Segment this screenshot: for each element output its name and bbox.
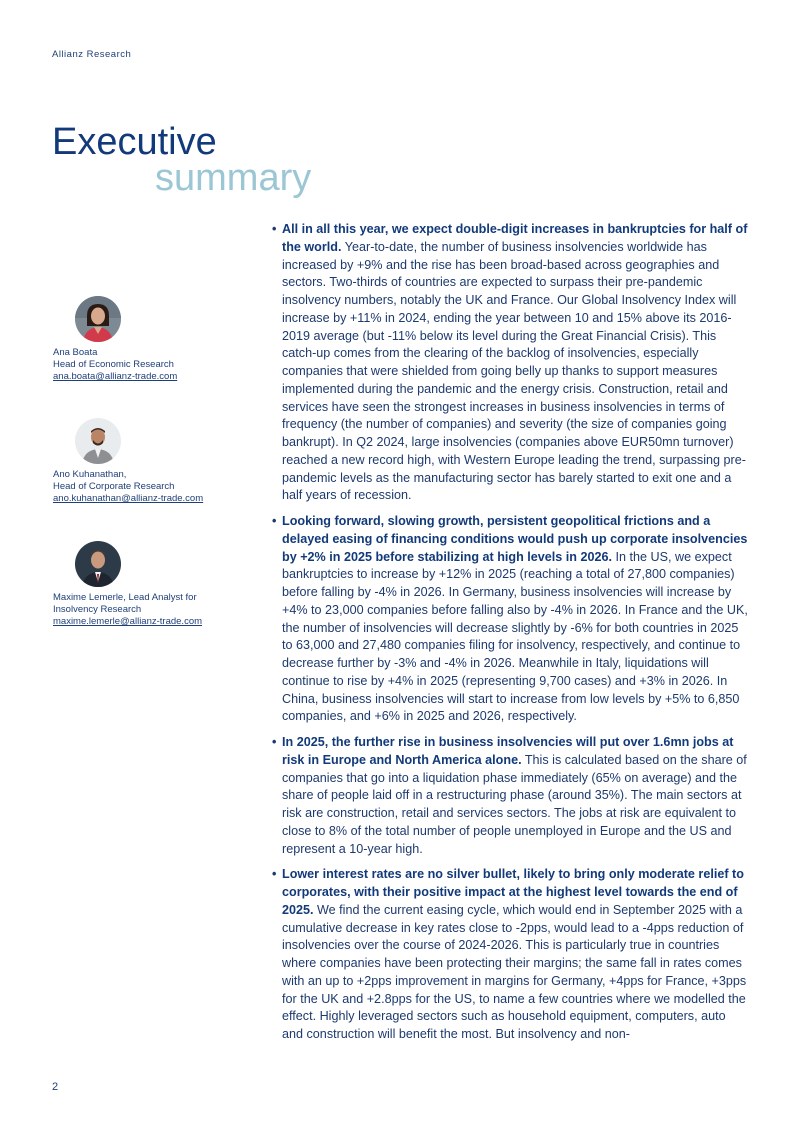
page-number: 2 (52, 1081, 59, 1093)
author-ano-kuhanathan (53, 469, 243, 505)
summary-bullet-list (272, 221, 750, 1044)
author-role: Insolvency Research (53, 604, 142, 615)
author-avatar-ana-boata (75, 296, 121, 342)
bullet-headline: In 2025, the further rise in business insolvencies will put over 1.6mn jobs at risk in Europe and North America alone. (282, 735, 734, 767)
bullet-headline: Lower interest rates are no silver bullet, likely to bring only moderate relief to corporates, with their positive impact at the highest level towards the end of 2025. (282, 867, 744, 917)
author-name: Ana Boata (53, 347, 98, 358)
bullet-marker: • (272, 867, 277, 882)
author-email-link[interactable]: maxime.lemerle@allianz-trade.com (53, 616, 203, 627)
header-label: Allianz Research (52, 49, 132, 60)
bullet-headline: All in all this year, we expect double-digit increases in bankruptcies for half of the world. (282, 222, 748, 254)
summary-bullet (272, 734, 750, 858)
author-ana-boata (53, 347, 243, 383)
author-avatar-maxime-lemerle (75, 541, 121, 587)
author-name: Ano Kuhanathan, (53, 469, 127, 480)
author-email-link[interactable]: ana.boata@allianz-trade.com (53, 371, 178, 382)
summary-bullet (272, 221, 750, 505)
bullet-marker: • (272, 735, 277, 749)
author-name: Maxime Lemerle, Lead Analyst for (53, 592, 197, 603)
author-role: Head of Economic Research (53, 359, 174, 370)
bullet-marker: • (272, 514, 277, 528)
bullet-body: Year-to-date, the number of business insolvencies worldwide has increased by +9% and the rise has been broad-based across geographies and sectors. Two-thirds of countries are expected to surpass their pre-pandemic insolvency numbers, notably the UK and France. Our Global Insolvency Index will increase by +11% in 2024, ending the year between 10 and 15% above its 2016-2019 average (but -11% below its level during the Great Financial Crisis). This catch-up comes from the clearing of the backlog of insolvencies, especially companies that were shielded from going belly up thanks to support measures implemented during the pandemic and the energy crisis. Construction, retail and services have seen the strongest increases in business insolvencies in terms of frequency (the number of companies) and severity (the size of companies going bankrupt). In Q2 2024, large insolvencies (companies above EUR50mn turnover) reached a new record high, with Western Europe leading the trend, surpassing pre-pandemic levels as the manufacturing sector has barely started to exit one and a half years of recession. (282, 239, 746, 503)
author-maxime-lemerle (53, 592, 243, 628)
author-email-link[interactable]: ano.kuhanathan@allianz-trade.com (53, 493, 204, 504)
bullet-body: We find the current easing cycle, which would end in September 2025 with a cumulative decrease in key rates close to -2pps, would lead to a -4pps reduction of insolvencies over the course of 2024-2026. This is particularly true in countries where companies have been protecting their margins; the same fall in rates comes with an up to +2pps improvement in margins for Germany, +4pps for France, +3pps for the UK and +2.8pps for the US, to name a few countries where we modelled the effect. Highly leveraged sectors such as household equipment, computers, auto and construction will benefit the most. But insolvency and non- (282, 902, 747, 1041)
author-avatar-ano-kuhanathan (75, 418, 121, 464)
bullet-headline: Looking forward, slowing growth, persistent geopolitical frictions and a delayed easing of financing conditions would push up corporate insolvencies by +2% in 2025 before stabilizing at high levels in 2026. (282, 514, 748, 564)
bullet-marker: • (272, 222, 277, 236)
bullet-body: This is calculated based on the share of companies that go into a liquidation phase immediately (65% on average) and the share of people laid off in a restructuring phase (around 35%). The main sectors at risk are construction, retail and services sectors. The jobs at risk are equivalent to close to 8% of the total number of people unemployed in Europe and the US and represent a 10-year high. (282, 752, 747, 856)
bullet-body: In the US, we expect bankruptcies to increase by +12% in 2025 (reaching a total of 27,800 companies) before falling by -4% in 2026. In Germany, business insolvencies will increase by +4% to 23,000 companies before falling also by -4% in 2026. In France and the UK, the number of insolvencies will decrease slightly by -6% for both countries in 2025 to 63,000 and 27,480 companies filing for insolvency, respectively, and continue to decrease further by -3% and -4% in 2026. Meanwhile in Italy, liquidations will continue to rise by +4% in 2025 (representing 9,700 cases) and +3% in 2026. In China, business insolvencies will start to increase from low levels by +5% to 6,850 companies, and +6% in 2025 and 2026, respectively. (282, 549, 748, 724)
page-subtitle: summary (155, 157, 312, 199)
page-title: Executive (52, 121, 217, 163)
summary-content (272, 221, 750, 1052)
summary-bullet (272, 866, 750, 1044)
author-role: Head of Corporate Research (53, 481, 175, 492)
summary-bullet (272, 513, 750, 726)
